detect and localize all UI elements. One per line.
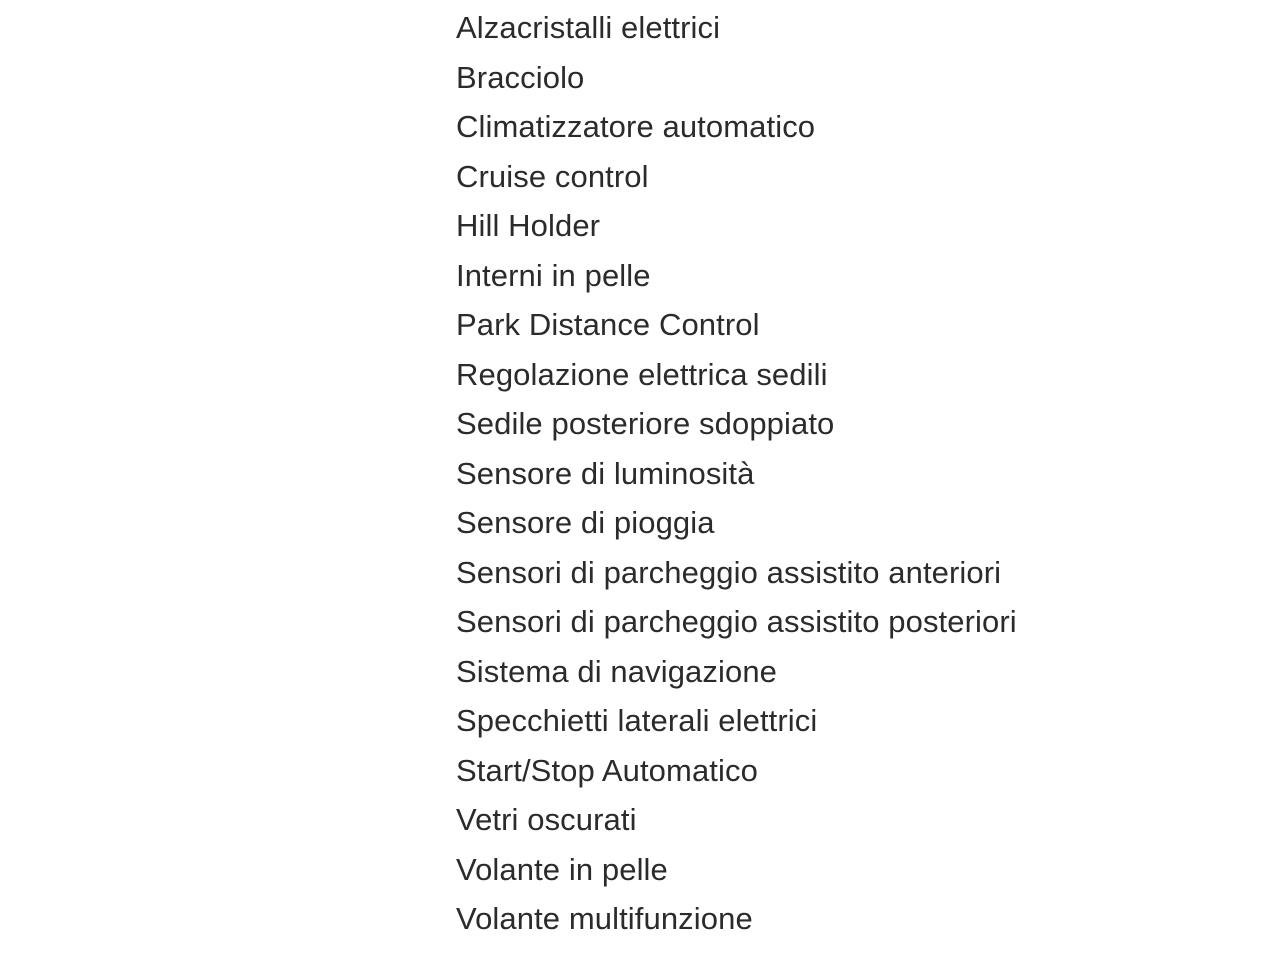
feature-item-sistema-di-navigazione: Sistema di navigazione [456,653,777,689]
feature-item-climatizzatore-automatico: Climatizzatore automatico [456,109,816,144]
feature-item-volante-in-pelle: Volante in pelle [456,851,668,887]
feature-item-park-distance-control: Park Distance Control [456,307,760,342]
feature-item-sensore-di-pioggia: Sensore di pioggia [456,505,715,540]
feature-item-sensore-di-luminosita: Sensore di luminosità [456,455,755,491]
feature-item-volante-multifunzione: Volante multifunzione [456,901,753,936]
feature-item-sensori-parcheggio-posteriori: Sensori di parcheggio assistito posteriori [456,604,1017,639]
feature-item-cruise-control: Cruise control [456,158,649,194]
feature-item-start-stop-automatico: Start/Stop Automatico [456,752,758,788]
feature-item-vetri-oscurati: Vetri oscurati [456,802,637,837]
feature-item-specchietti-laterali-elettrici: Specchietti laterali elettrici [456,703,818,738]
feature-list [456,3,1017,944]
feature-item-sensori-parcheggio-anteriori: Sensori di parcheggio assistito anteriori [456,554,1002,590]
feature-item-bracciolo: Bracciolo [456,59,585,95]
feature-item-alzacristalli-elettrici: Alzacristalli elettrici [456,10,721,45]
feature-item-regolazione-elettrica-sedili: Regolazione elettrica sedili [456,356,828,392]
feature-item-hill-holder: Hill Holder [456,208,601,243]
feature-item-sedile-posteriore-sdoppiato: Sedile posteriore sdoppiato [456,406,835,441]
feature-item-interni-in-pelle: Interni in pelle [456,257,651,293]
